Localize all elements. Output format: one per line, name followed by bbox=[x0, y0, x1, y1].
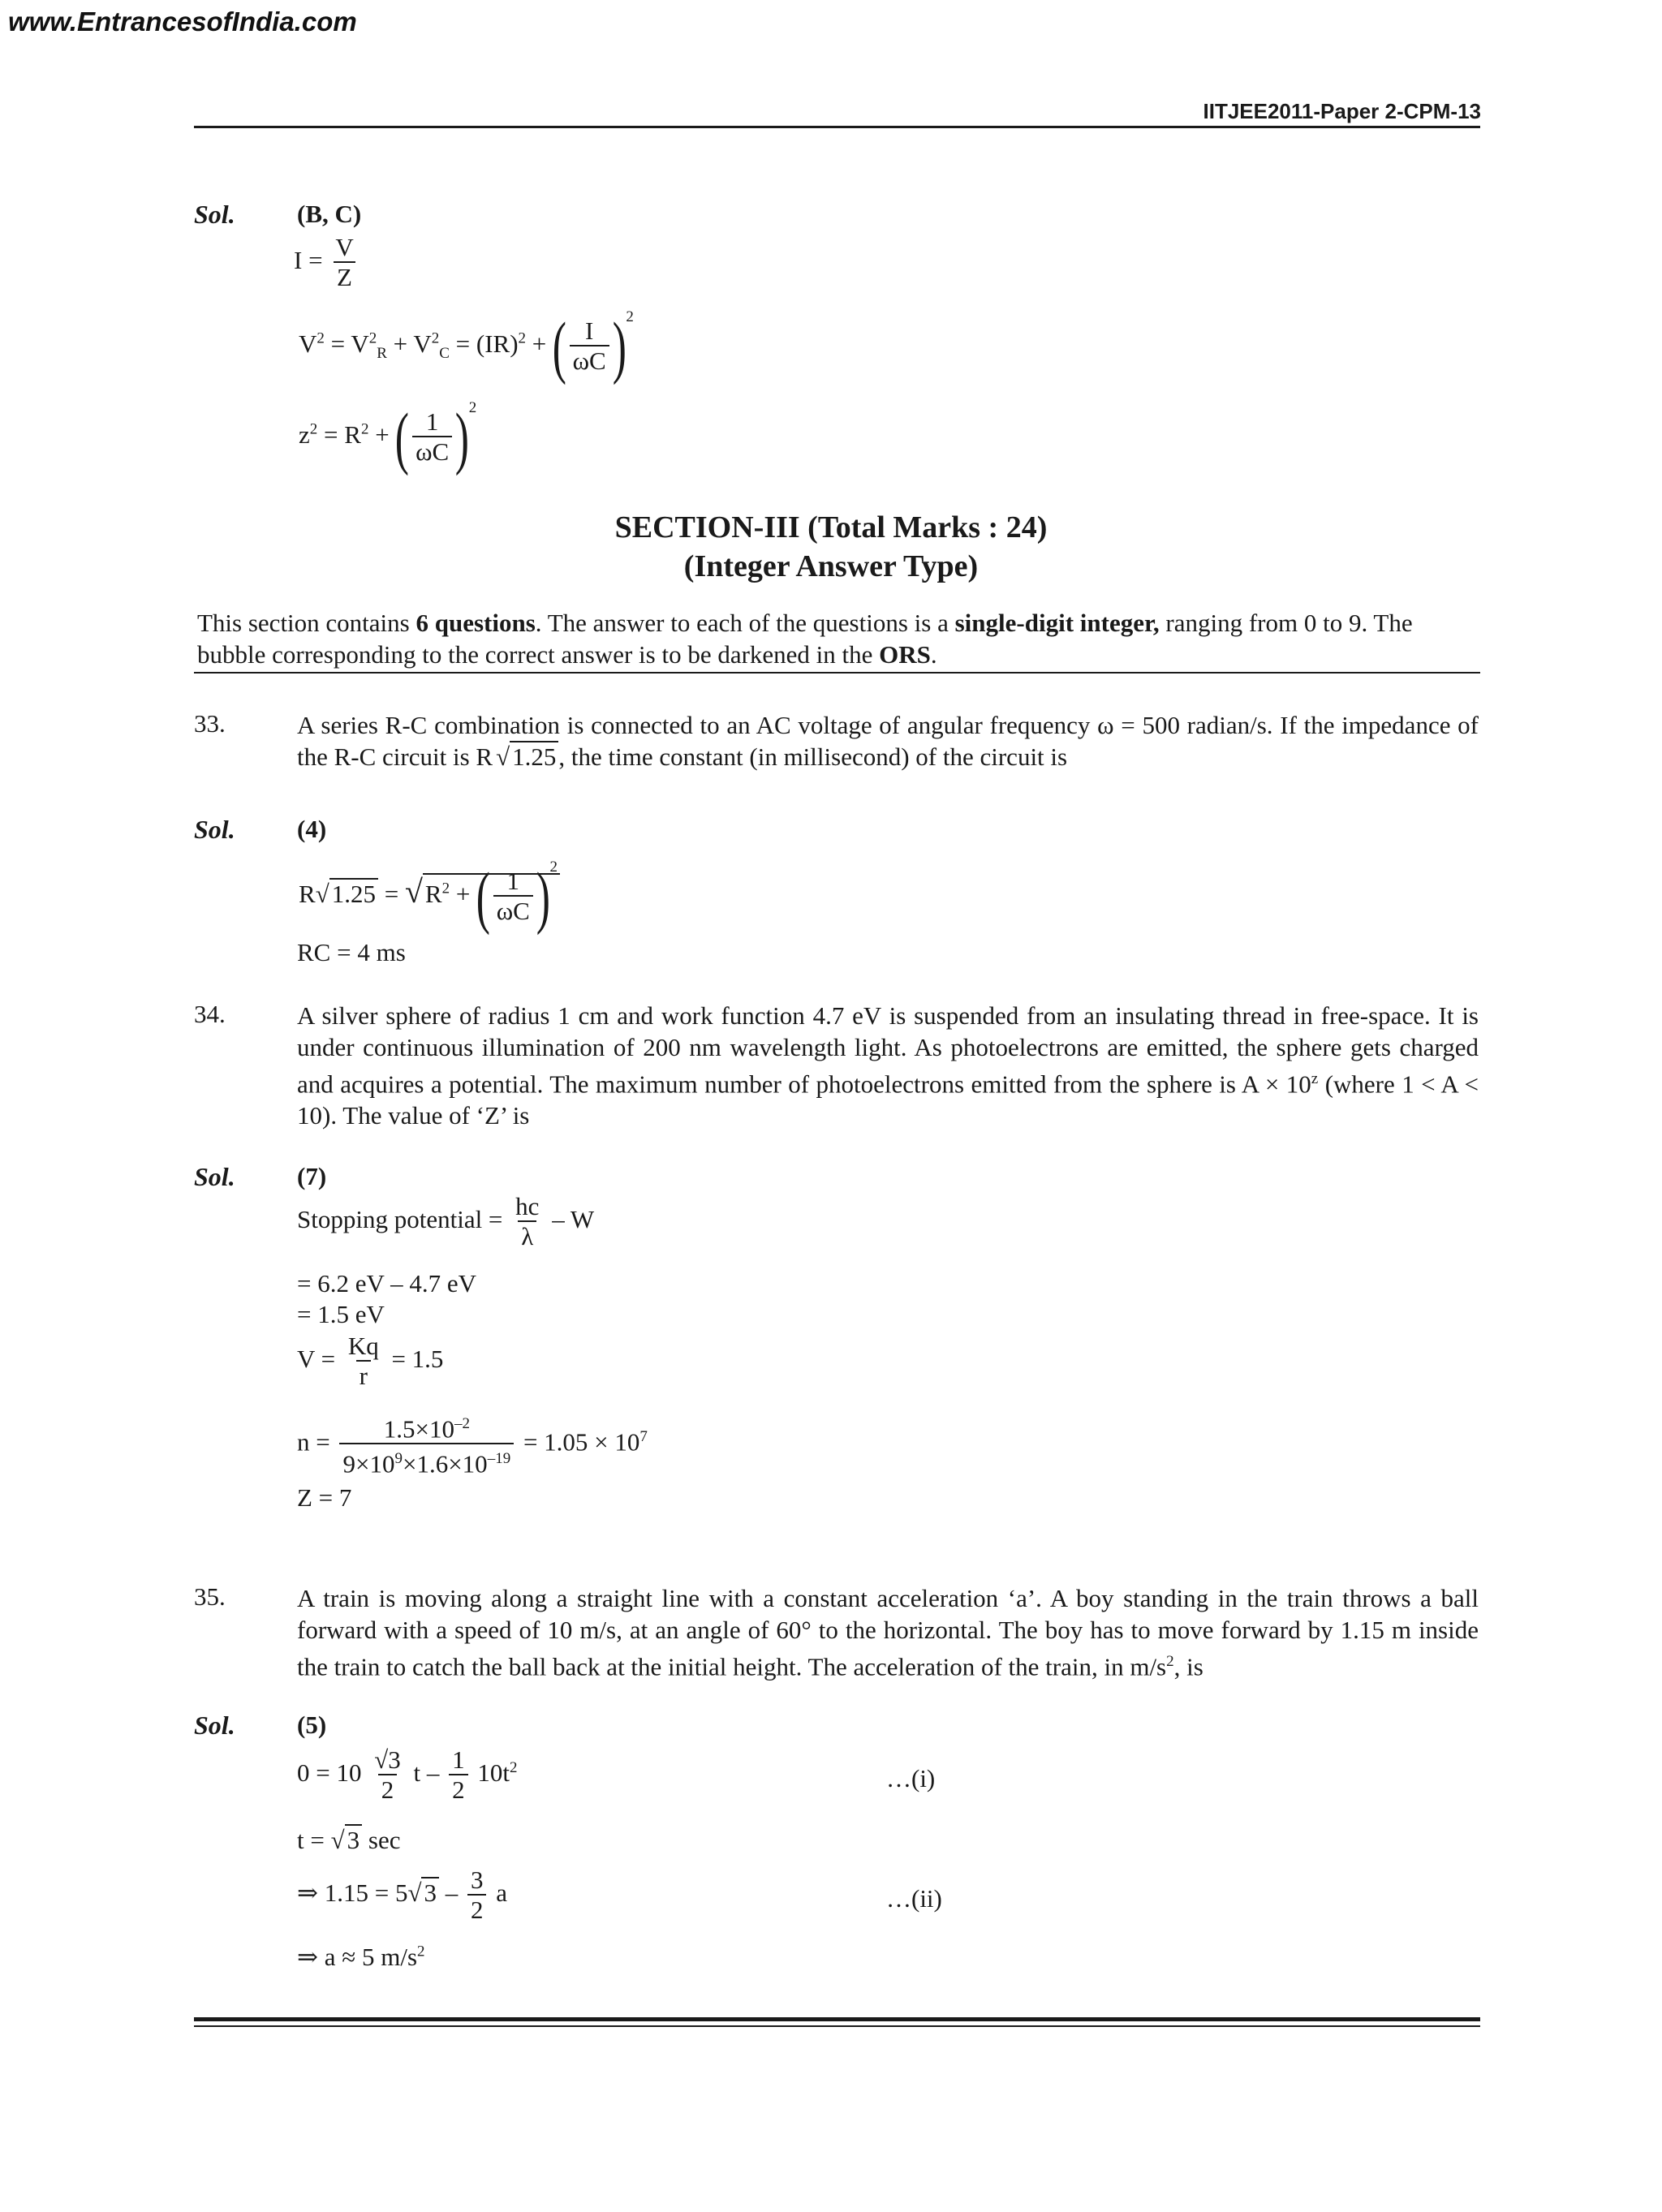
section-instructions: This section contains 6 questions. The answer to each of the questions is a single-digit integer, ranging from 0 to 9. The bubble corresponding to the correct answer is to be darkened in the ORS. bbox=[197, 609, 1413, 669]
question-35-text: A train is moving along a straight line with a constant acceleration ‘a’. A boy standing in the train throws a ball forward with a speed of 10 m/s, at an angle of 60° to the horizontal. The boy has to move forward by 1.15 m inside the train to catch the ball back at the initial height. The acceleration of the train, in $m/s^2$, is bbox=[297, 1584, 1479, 1681]
sol-35-tag-i: …(i) bbox=[886, 1764, 936, 1792]
sol-35-answer: (5) bbox=[297, 1711, 327, 1739]
sol-prev-answer: (B, C) bbox=[297, 200, 362, 228]
sol-prev-eq3: $z^2 = R^2$ + ( $\frac{1}{\omega C}$ )$^2$ bbox=[299, 398, 477, 476]
sol-label-prev: Sol. bbox=[194, 200, 235, 229]
sol-label-33: Sol. bbox=[194, 815, 235, 844]
sol-34-line1: Stopping potential = $\frac{hc}{\lambda}$ – W bbox=[297, 1192, 595, 1250]
sol-34-line5: n = $\frac{1.5\times 10^{-2}}{9\times 10^9\times 1.6\times 10^{-19}}$ = $1.05 \times 10^7$ bbox=[297, 1414, 648, 1478]
sol-prev-eq1: I = $\frac{V}{Z}$ bbox=[294, 234, 360, 292]
question-34-text: A silver sphere of radius 1 cm and work function 4.7 eV is suspended from an insulating thread in free-space. It is under continuous illumination of 200 nm wavelength light. As photoelectrons are emitted, the sphere gets charged and acquires a potential. The maximum number of photoelectrons emitted from the sphere is $A \times 10^z$ (where 1 < A < 10). The value of ‘Z’ is bbox=[297, 1001, 1479, 1130]
sol-35-line4: ⇒ a ≈ 5 $m/s^2$ bbox=[297, 1943, 425, 1971]
sol-34-line2: = 6.2 eV – 4.7 eV bbox=[297, 1269, 476, 1298]
sol-33-result: RC = 4 ms bbox=[297, 938, 406, 966]
page-header-code: IITJEE2011-Paper 2-CPM-13 bbox=[1203, 99, 1481, 123]
section-subtitle: (Integer Answer Type) bbox=[683, 549, 979, 583]
section-rule bbox=[194, 672, 1480, 673]
sol-33-equation: $R√1.25 = √R^2$ + ( $\frac{1}{\omega C}$ )$^2$ bbox=[299, 859, 560, 929]
header-rule bbox=[194, 126, 1480, 128]
sol-prev-eq2: $V^2 = V^2_R + V^2_C = (IR)^2$ + ( $\frac{I}{\omega C}$ )$^2$ bbox=[299, 307, 634, 385]
question-33-text: A series R-C combination is connected to an AC voltage of angular frequency ω = 500 radian/s. If the impedance of the R-C circuit is R √1.25, the time constant (in millisecond) of the circuit is bbox=[297, 711, 1479, 771]
question-number-35: 35. bbox=[194, 1582, 226, 1611]
section-title: SECTION-III (Total Marks : 24) bbox=[614, 510, 1048, 544]
sol-35-tag-ii: …(ii) bbox=[886, 1884, 942, 1913]
sol-label-34: Sol. bbox=[194, 1162, 235, 1191]
footer-rule-thin bbox=[194, 2025, 1480, 2027]
footer-rule-thick bbox=[194, 2017, 1480, 2021]
sol-35-line1: 0 = 10 $\frac{√3}{2}$ t – $\frac{1}{2}$ $10t^2$ bbox=[297, 1745, 518, 1804]
watermark: www.EntrancesofIndia.com bbox=[8, 6, 357, 37]
question-number-33: 33. bbox=[194, 709, 226, 738]
sol-label-35: Sol. bbox=[194, 1711, 235, 1740]
question-number-34: 34. bbox=[194, 1000, 226, 1028]
sol-34-line4: V = $\frac{Kq}{r}$ = 1.5 bbox=[297, 1332, 444, 1390]
sol-35-line2: t = √3 sec bbox=[297, 1826, 401, 1854]
sol-34-line3: = 1.5 eV bbox=[297, 1300, 385, 1328]
sol-34-line6: Z = 7 bbox=[297, 1483, 352, 1512]
sol-35-line3: ⇒ 1.15 = 5√3 – $\frac{3}{2}$ a bbox=[297, 1866, 507, 1924]
sol-34-answer: (7) bbox=[297, 1162, 327, 1190]
sol-33-answer: (4) bbox=[297, 815, 327, 843]
